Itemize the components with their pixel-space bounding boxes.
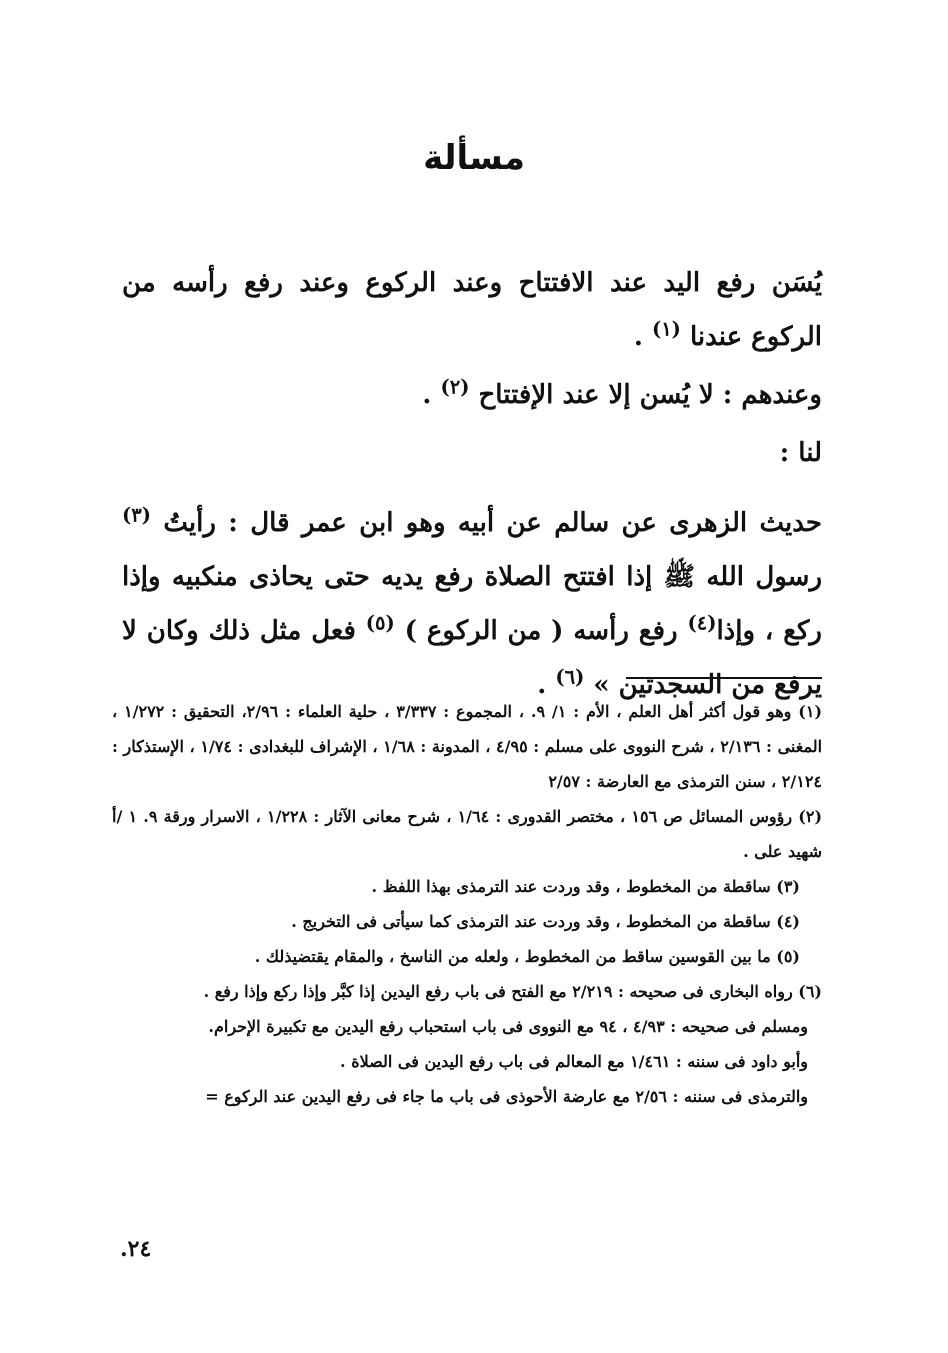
footnote-ref-5: (٥): [365, 611, 395, 635]
hadith-text-c: رفع رأسه ( من الركوع ): [404, 616, 678, 646]
paragraph-text: لنا :: [779, 438, 822, 468]
paragraph-end: .: [422, 380, 432, 410]
footnote-2: (٢) رؤوس المسائل ص ١٥٦ ، مختصر القدورى : ١/٦٤ ، شرح معانى الآثار : ١/٢٢٨ ، الاسرار ورقة ٩. ١ /أ شهيد على .: [112, 807, 823, 861]
paragraph-evidence-heading: [122, 426, 822, 480]
footnote-3: (٣) ساقطة من المخطوط ، وقد وردت عند الترمذى بهذا اللفظ .: [371, 877, 800, 896]
paragraph-end: .: [633, 322, 643, 352]
footnote-6-abudawud: وأبو داود فى سننه : ١/٤٦١ مع المعالم فى باب رفع اليدين فى الصلاة .: [340, 1052, 808, 1071]
section-title: مسألة: [423, 138, 525, 178]
hadith-text-b: رسول الله ﷺ إذا افتتح الصلاة رفع يديه حتى يحاذى منكبيه وإذا ركع ، وإذا: [122, 562, 822, 646]
footnote-5: (٥) ما بين القوسين ساقط من المخطوط ، ولعله من الناسخ ، والمقام يقتضيذلك .: [254, 947, 800, 966]
paragraph-opposing-view: [122, 368, 822, 422]
footnote-ref-1: (١): [651, 317, 681, 341]
paragraph-sunnah-raising-hands: [122, 256, 822, 364]
footnotes: [112, 694, 822, 1114]
footnote-divider: [626, 677, 822, 679]
paragraph-end: .: [537, 670, 547, 700]
footnote-1: (١) وهو قول أكثر أهل العلم ، الأم : ١/ ٩. ، المجموع : ٣/٣٣٧ ، حلية العلماء : ٢/٩٦، التحقيق : ١/٢٧٢ ، المغنى : ٢/١٣٦ ، شرح النووى على مسلم : ٤/٩٥ ، المدونة : ١/٦٨ ، الإشراف للبغدادى : ١/٧٤ ، الإستذكار : ٢/١٢٤ ، سنن الترمذى مع العارضة : ٢/٥٧: [112, 702, 823, 791]
footnote-ref-3: (٣): [122, 503, 151, 527]
hadith-text-a: حديث الزهرى عن سالم عن أبيه وهو ابن عمر قال : رأيتُ: [163, 508, 822, 538]
footnote-ref-2: (٢): [440, 375, 470, 399]
main-text: [122, 256, 822, 718]
page-number: ٢٤.: [120, 1236, 152, 1262]
footnote-4: (٤) ساقطة من المخطوط ، وقد وردت عند الترمذى كما سيأتى فى التخريج .: [291, 912, 800, 931]
paragraph-text: وعندهم : لا يُسن إلا عند الإفتتاح: [478, 380, 822, 410]
footnote-ref-4: (٤): [687, 611, 717, 635]
paragraph-text: يُسَن رفع اليد عند الافتتاح وعند الركوع وعند رفع رأسه من الركوع عندنا: [122, 268, 822, 352]
footnote-6-tirmidhi: والترمذى فى سننه : ٢/٥٦ مع عارضة الأحوذى فى باب ما جاء فى رفع اليدين عند الركوع =: [205, 1087, 808, 1106]
footnote-6: (٦) رواه البخارى فى صحيحه : ٢/٢١٩ مع الفتح فى باب رفع اليدين إذا كبَّر وإذا ركع وإذا رفع .: [203, 982, 822, 1001]
hadith-text-d: فعل مثل ذلك وكان لا يرفع من السجدتين »: [122, 616, 822, 700]
footnote-ref-6: (٦): [555, 665, 585, 689]
paragraph-hadith: [122, 496, 822, 712]
footnote-6-muslim: ومسلم فى صحيحه : ٤/٩٣ ، ٩٤ مع النووى فى باب استحباب رفع اليدين مع تكبيرة الإحرام.: [208, 1017, 808, 1036]
